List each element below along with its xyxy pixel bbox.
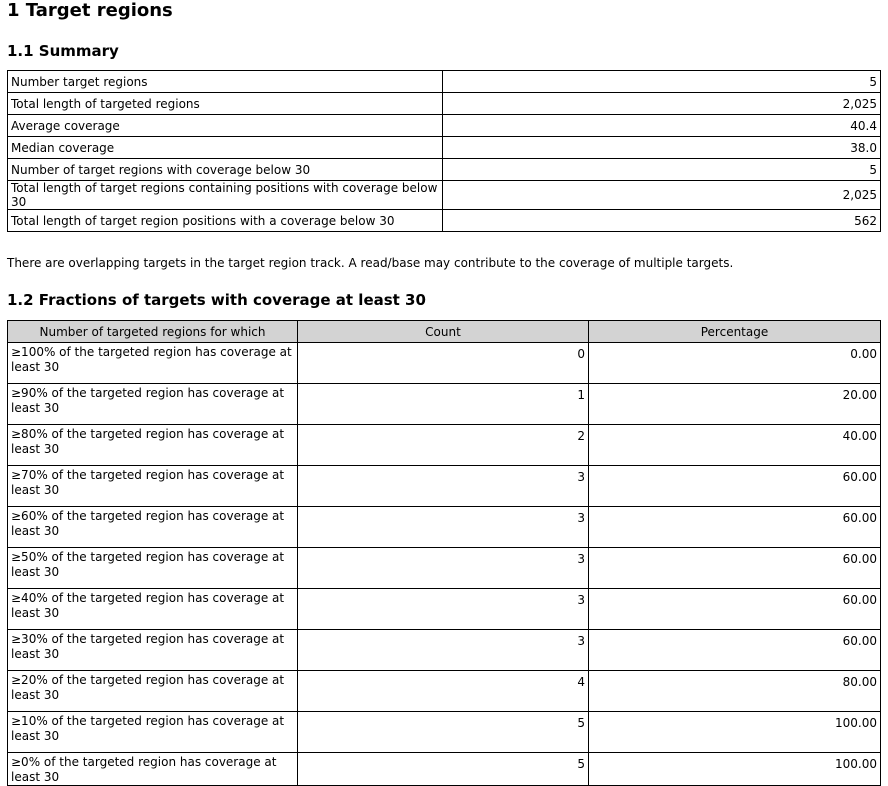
summary-row — [8, 137, 881, 159]
fractions-header-row — [8, 321, 881, 343]
fraction-percentage: 60.00 — [589, 548, 881, 589]
summary-row — [8, 93, 881, 115]
fraction-count: 3 — [298, 548, 589, 589]
column-header-regions: Number of targeted regions for which — [8, 321, 298, 343]
overlap-note: There are overlapping targets in the target region track. A read/base may contribute to the coverage of multiple targets. — [7, 256, 734, 270]
fractions-row — [8, 507, 881, 548]
fractions-row — [8, 671, 881, 712]
fractions-row — [8, 589, 881, 630]
fraction-percentage: 60.00 — [589, 507, 881, 548]
fraction-count: 2 — [298, 425, 589, 466]
fraction-percentage: 20.00 — [589, 384, 881, 425]
summary-heading: 1.1 Summary — [7, 42, 119, 60]
summary-label: Number of target regions with coverage below 30 — [8, 159, 443, 181]
fraction-count: 3 — [298, 589, 589, 630]
summary-value: 562 — [443, 210, 881, 232]
fractions-table — [7, 320, 881, 786]
fractions-heading: 1.2 Fractions of targets with coverage at least 30 — [7, 291, 426, 309]
fraction-label: ≥40% of the targeted region has coverage at least 30 — [8, 589, 298, 630]
summary-label: Median coverage — [8, 137, 443, 159]
summary-label: Total length of targeted regions — [8, 93, 443, 115]
summary-table — [7, 70, 881, 232]
fraction-label: ≥20% of the targeted region has coverage at least 30 — [8, 671, 298, 712]
summary-row — [8, 181, 881, 210]
fractions-row — [8, 753, 881, 786]
fractions-row — [8, 343, 881, 384]
fraction-percentage: 100.00 — [589, 753, 881, 786]
fraction-count: 5 — [298, 753, 589, 786]
fraction-label: ≥50% of the targeted region has coverage at least 30 — [8, 548, 298, 589]
fraction-count: 3 — [298, 466, 589, 507]
summary-row — [8, 159, 881, 181]
fractions-row — [8, 466, 881, 507]
fractions-row — [8, 425, 881, 466]
summary-row — [8, 115, 881, 137]
fraction-percentage: 0.00 — [589, 343, 881, 384]
column-header-count: Count — [298, 321, 589, 343]
fraction-percentage: 100.00 — [589, 712, 881, 753]
fraction-count: 3 — [298, 630, 589, 671]
fraction-percentage: 60.00 — [589, 589, 881, 630]
page-title: 1 Target regions — [7, 0, 173, 21]
summary-value: 5 — [443, 159, 881, 181]
fraction-label: ≥80% of the targeted region has coverage at least 30 — [8, 425, 298, 466]
summary-label: Average coverage — [8, 115, 443, 137]
fraction-percentage: 60.00 — [589, 466, 881, 507]
fractions-row — [8, 548, 881, 589]
fraction-percentage: 80.00 — [589, 671, 881, 712]
summary-label: Total length of target regions containing positions with coverage below 30 — [8, 181, 443, 210]
fraction-count: 3 — [298, 507, 589, 548]
summary-label: Total length of target region positions with a coverage below 30 — [8, 210, 443, 232]
summary-value: 5 — [443, 71, 881, 93]
fraction-label: ≥60% of the targeted region has coverage at least 30 — [8, 507, 298, 548]
fraction-label: ≥10% of the targeted region has coverage at least 30 — [8, 712, 298, 753]
summary-row — [8, 71, 881, 93]
summary-row — [8, 210, 881, 232]
fraction-count: 1 — [298, 384, 589, 425]
fraction-label: ≥90% of the targeted region has coverage at least 30 — [8, 384, 298, 425]
fractions-row — [8, 712, 881, 753]
fraction-count: 4 — [298, 671, 589, 712]
fraction-percentage: 60.00 — [589, 630, 881, 671]
fraction-label: ≥30% of the targeted region has coverage at least 30 — [8, 630, 298, 671]
summary-value: 38.0 — [443, 137, 881, 159]
fraction-count: 0 — [298, 343, 589, 384]
summary-value: 2,025 — [443, 93, 881, 115]
fraction-label: ≥70% of the targeted region has coverage at least 30 — [8, 466, 298, 507]
fraction-percentage: 40.00 — [589, 425, 881, 466]
summary-value: 2,025 — [443, 181, 881, 210]
column-header-percentage: Percentage — [589, 321, 881, 343]
fractions-row — [8, 630, 881, 671]
fractions-row — [8, 384, 881, 425]
fraction-count: 5 — [298, 712, 589, 753]
summary-label: Number target regions — [8, 71, 443, 93]
fraction-label: ≥0% of the targeted region has coverage at least 30 — [8, 753, 298, 786]
summary-value: 40.4 — [443, 115, 881, 137]
fraction-label: ≥100% of the targeted region has coverage at least 30 — [8, 343, 298, 384]
